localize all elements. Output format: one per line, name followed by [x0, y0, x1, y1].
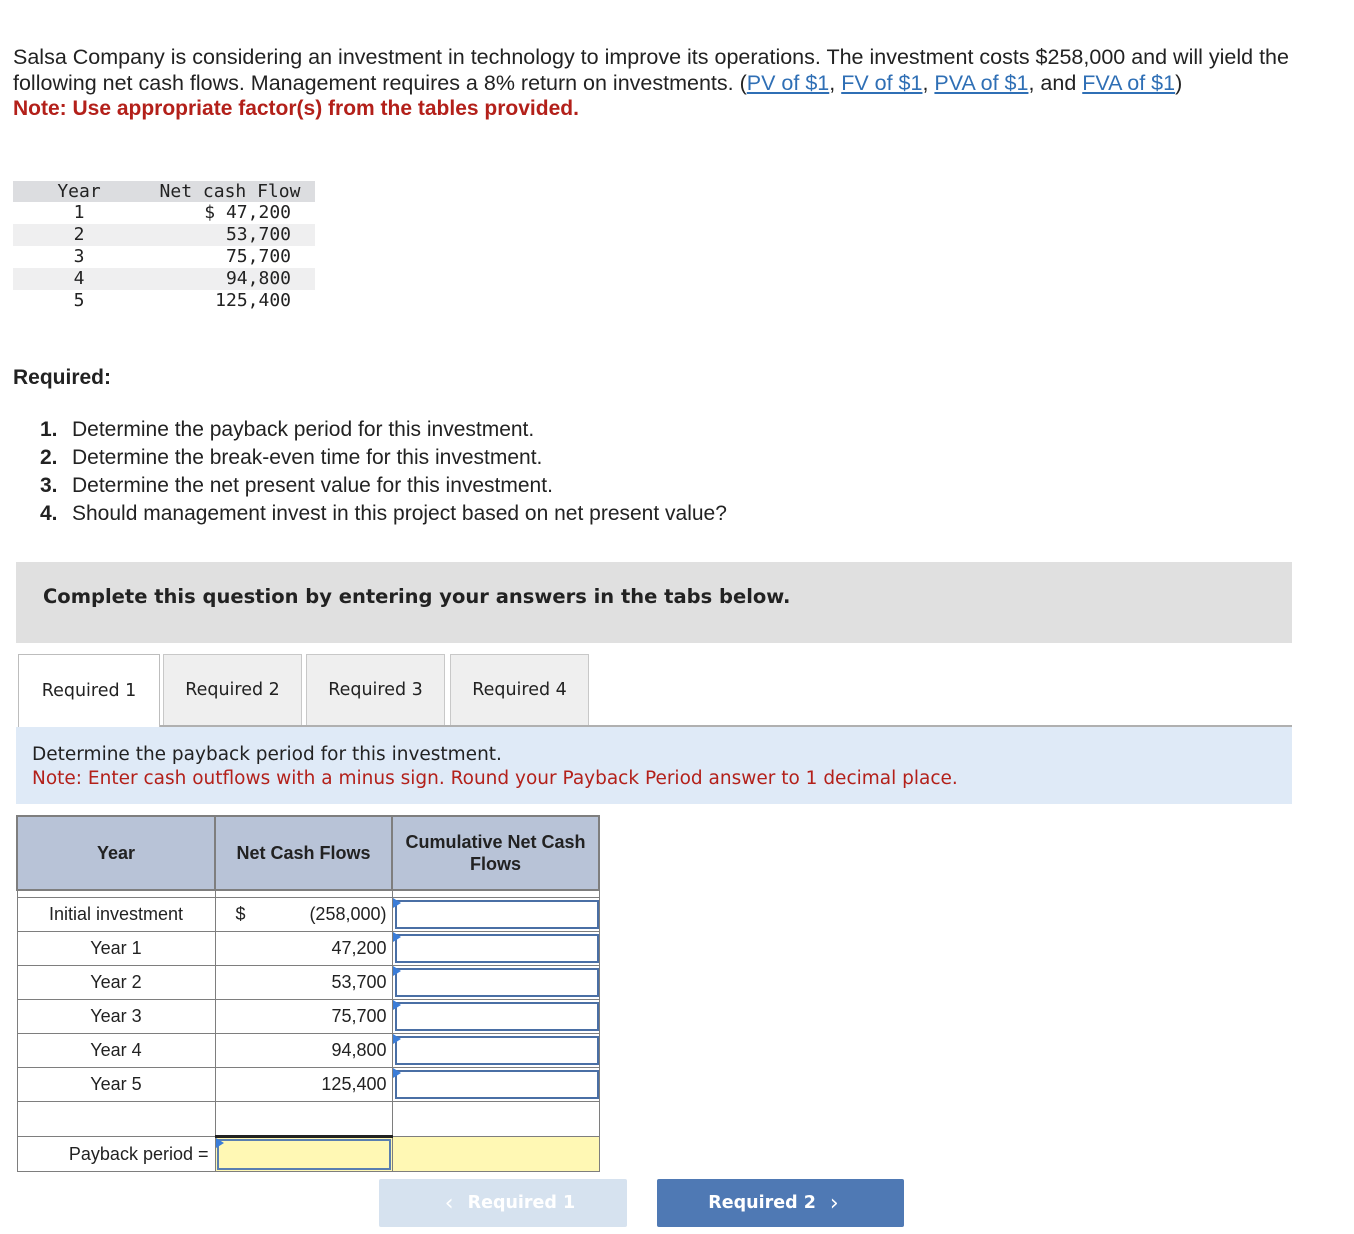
table-row: Year 4 94,800 [17, 1034, 599, 1068]
required-heading: Required: [13, 366, 112, 389]
complete-text: Complete this question by entering your answers in the tabs below. [43, 585, 791, 608]
pva-of-1-link[interactable]: PVA of $1 [934, 71, 1029, 95]
cumulative-input-year-4[interactable] [395, 1036, 599, 1065]
payback-period-input[interactable] [215, 1137, 392, 1172]
table-row [17, 1102, 599, 1137]
table-row: Year 2 53,700 [17, 966, 599, 1000]
list-item: 1. Determine the payback period for this investment. [40, 418, 535, 441]
tab-required-1[interactable]: Required 1 [18, 654, 160, 727]
pv-of-1-link[interactable]: PV of $1 [746, 71, 830, 95]
table-row: 1 $ 47,200 [73, 202, 291, 223]
input-flag-icon [393, 898, 401, 908]
table-row: Year 3 75,700 [17, 1000, 599, 1034]
tab-required-4[interactable]: Required 4 [450, 654, 589, 726]
cumulative-input-year-2[interactable] [395, 968, 599, 997]
cumulative-input-initial[interactable] [395, 900, 599, 929]
table-row: 4 94,800 [13, 268, 315, 290]
tab-required-3[interactable]: Required 3 [306, 654, 445, 726]
list-item: 2. Determine the break-even time for this investment. [40, 446, 543, 469]
worksheet-cumulative-header: Cumulative Net Cash Flows [392, 816, 599, 890]
cumulative-input-year-5[interactable] [395, 1070, 599, 1099]
prev-required-button[interactable]: ‹ Required 1 [379, 1179, 627, 1227]
input-flag-icon [393, 932, 401, 942]
list-item: 4. Should management invest in this project based on net present value? [40, 502, 727, 525]
worksheet-year-header: Year [17, 816, 215, 890]
problem-intro: Salsa Company is considering an investment in technology to improve its operations. The investment costs $258,000 and will yield the following net cash flows. Management requires a 8% return on investments. (PV of $1, FV of $1, PVA of $1, and FVA of $1) Note: Use appropriate factor(s) from the tables provided. [13, 44, 1343, 122]
instruction-text: Determine the payback period for this investment. [32, 744, 502, 765]
cumulative-input-year-1[interactable] [395, 934, 599, 963]
input-flag-icon [393, 1068, 401, 1078]
input-flag-icon [393, 1034, 401, 1044]
fva-of-1-link[interactable]: FVA of $1 [1082, 71, 1176, 95]
fv-of-1-link[interactable]: FV of $1 [841, 71, 923, 95]
net-cash-flow-header: Net cash Flow [145, 181, 315, 202]
next-required-button[interactable]: Required 2 › [657, 1179, 904, 1227]
worksheet-ncf-header: Net Cash Flows [215, 816, 392, 890]
table-row: 2 53,700 [13, 224, 315, 246]
instructions-panel [16, 727, 1292, 804]
table-row: 5 125,400 [73, 290, 291, 311]
table-row: 3 75,700 [73, 246, 291, 267]
intro-text: Salsa Company is considering an investment in technology to improve its operations. The investment costs $258,000 and will yield the following net cash flows. Management requires a 8% return on investments. ( [13, 45, 1289, 95]
table-row: Year 1 47,200 [17, 932, 599, 966]
table-row: Year 5 125,400 [17, 1068, 599, 1102]
year-header: Year [13, 181, 145, 202]
list-item: 3. Determine the net present value for this investment. [40, 474, 553, 497]
input-flag-icon [393, 1000, 401, 1010]
required-list [40, 416, 727, 528]
payback-label: Payback period = [17, 1137, 215, 1172]
cash-flow-table [13, 181, 315, 312]
input-flag-icon [393, 966, 401, 976]
chevron-left-icon: ‹ [444, 1190, 454, 1216]
input-flag-icon [216, 1138, 224, 1148]
table-row: Initial investment $ (258,000) [17, 898, 599, 932]
complete-instruction-box [16, 562, 1292, 643]
tab-required-2[interactable]: Required 2 [163, 654, 302, 726]
table-row [17, 1137, 599, 1172]
cumulative-input-year-3[interactable] [395, 1002, 599, 1031]
instruction-note: Note: Enter cash outflows with a minus sign. Round your Payback Period answer to 1 decimal place. [32, 768, 958, 789]
payback-worksheet [16, 815, 600, 1172]
factor-note: Note: Use appropriate factor(s) from the tables provided. [13, 97, 579, 120]
chevron-right-icon: › [829, 1190, 839, 1216]
